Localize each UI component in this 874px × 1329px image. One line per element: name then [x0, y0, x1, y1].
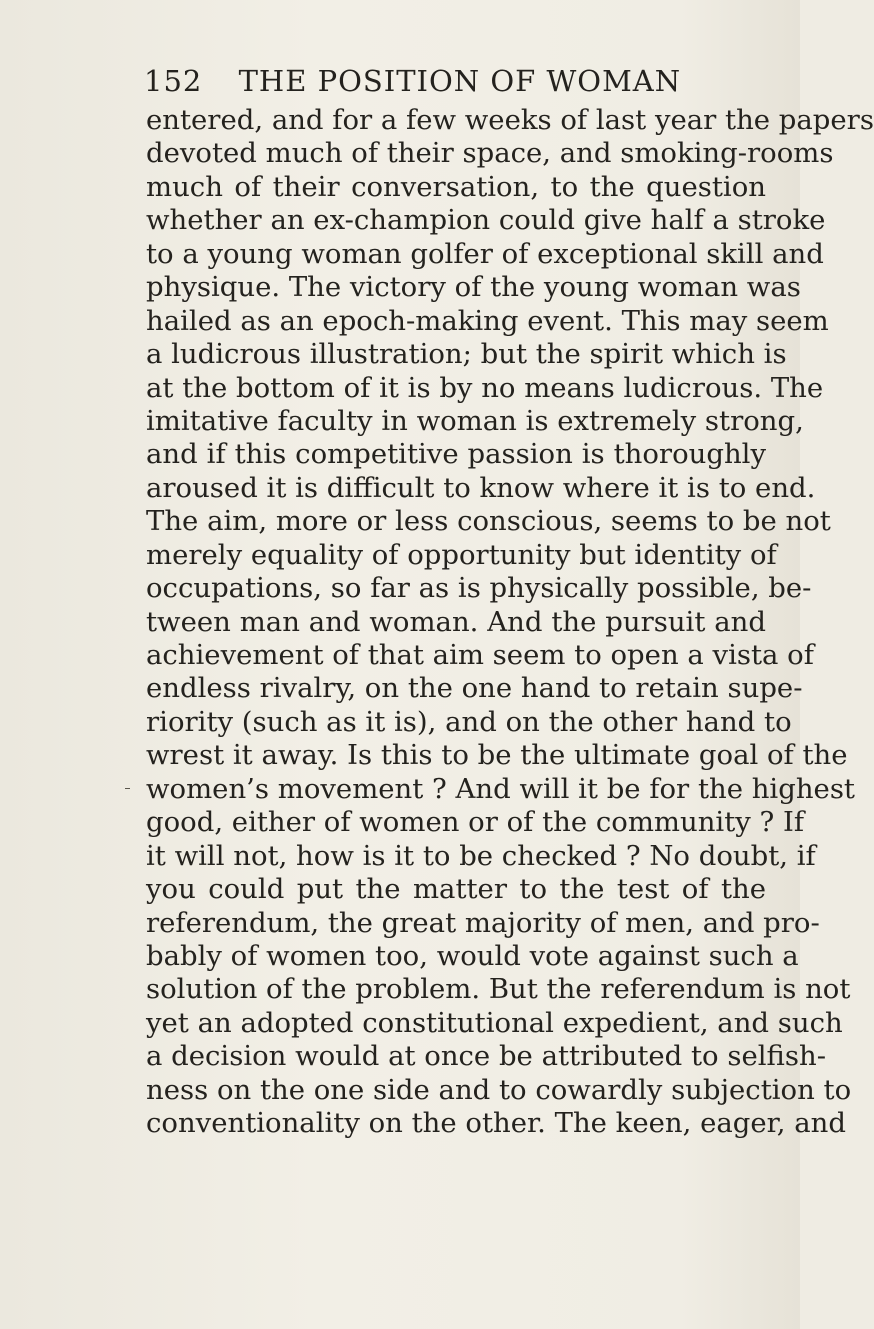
text-line: women’s movement ? And will it be for the highest: [146, 772, 855, 805]
text-line: hailed as an epoch-making event. This may seem: [146, 304, 829, 337]
text-line: merely equality of opportunity but identity of: [146, 538, 777, 571]
text-line: entered, and for a few weeks of last year the papers: [146, 104, 874, 136]
page-number: 152: [144, 64, 203, 98]
text-line: occupations, so far as is physically possible, be-: [146, 572, 812, 605]
text-line: wrest it away. Is this to be the ultimate goal of the: [146, 739, 848, 772]
text-line: bably of women too, would vote against such a: [146, 939, 799, 972]
body-text: [146, 104, 874, 1141]
text-line: good, either of women or of the community ? If: [146, 806, 805, 839]
text-line: riority (such as it is), and on the other hand to: [146, 705, 792, 738]
text-line: a decision would at once be attributed to selfish-: [146, 1040, 826, 1073]
text-line: much of their conversation, to the question: [146, 170, 766, 203]
text-line: to a young woman golfer of exceptional skill and: [146, 237, 824, 270]
text-line: at the bottom of it is by no means ludicrous. The: [146, 371, 824, 404]
text-line: a ludicrous illustration; but the spirit which is: [146, 338, 787, 371]
text-line: achievement of that aim seem to open a vista of: [146, 639, 814, 671]
text-line: tween man and woman. And the pursuit and: [146, 605, 766, 638]
text-line: and if this competitive passion is thoroughly: [146, 438, 766, 471]
text-line: yet an adopted constitutional expedient, and such: [146, 1006, 843, 1039]
text-line: devoted much of their space, and smoking-rooms: [146, 137, 834, 170]
text-line: ness on the one side and to cowardly subjection to: [146, 1073, 852, 1106]
text-line: imitative faculty in woman is extremely strong,: [146, 404, 804, 437]
text-line: referendum, the great majority of men, and pro-: [146, 906, 820, 939]
text-line: The aim, more or less conscious, seems to be not: [146, 505, 831, 538]
text-line: physique. The victory of the young woman was: [146, 271, 801, 304]
text-line: it will not, how is it to be checked ? No doubt, if: [146, 839, 816, 872]
margin-mark: [125, 788, 130, 789]
running-head-title: THE POSITION OF WOMAN: [238, 64, 682, 98]
text-line: aroused it is difficult to know where it is to end.: [146, 471, 816, 504]
running-head: [144, 64, 682, 104]
text-line: you could put the matter to the test of the: [146, 873, 766, 906]
text-line: endless rivalry, on the one hand to retain supe-: [146, 672, 803, 705]
text-line: whether an ex-champion could give half a stroke: [146, 204, 826, 237]
text-line: conventionality on the other. The keen, eager, and: [146, 1107, 846, 1140]
text-line: solution of the problem. But the referendum is not: [146, 973, 851, 1006]
